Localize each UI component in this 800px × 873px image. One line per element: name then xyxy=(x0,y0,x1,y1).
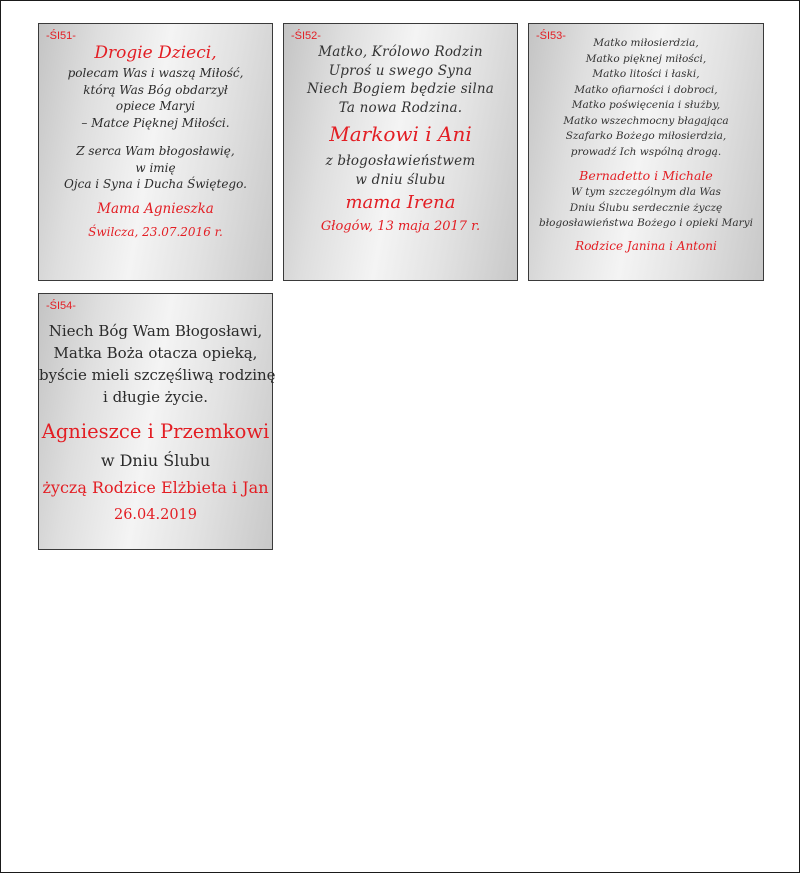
plaque-si52[interactable] xyxy=(283,23,518,281)
verse-line: Uproś u swego Syna xyxy=(328,62,473,79)
verse-line: Matko poświęcenia i służby, xyxy=(571,99,721,111)
verse-line: Matko wszechmocny błagająca xyxy=(563,114,729,127)
verse-line: Matko, Królowo Rodzin xyxy=(318,44,483,60)
verse-line: Niech Bogiem będzie silna xyxy=(306,81,495,97)
verse-line: Niech Bóg Wam Błogosławi, xyxy=(48,322,263,340)
verse-line: Matko ofiarności i dobroci, xyxy=(574,83,718,96)
verse-line: i długie życie. xyxy=(103,388,208,406)
plaque-signature: Rodzice Janina i Antoni xyxy=(575,238,717,253)
plaque-si51[interactable] xyxy=(38,23,273,281)
verse-line: Ta nowa Rodzina. xyxy=(338,99,463,116)
plaque-code: -ŚI53- xyxy=(536,30,566,42)
plaque-text xyxy=(284,43,517,237)
plaque-code: -ŚI54- xyxy=(46,300,76,312)
verse-line: – Matce Pięknej Miłości. xyxy=(81,115,230,130)
plaque-names: Bernadetto i Michale xyxy=(579,168,713,183)
plaque-si54[interactable] xyxy=(38,293,276,550)
blessing-line: Z serca Wam błogosławię, xyxy=(76,144,235,158)
plaque-text xyxy=(39,41,272,241)
wish-line: Dniu Ślubu serdecznie życzę xyxy=(569,201,723,214)
plaque-signature: Mama Agnieszka xyxy=(97,200,214,217)
verse-line: Szafarko Bożego miłosierdzia, xyxy=(565,130,727,142)
plaque-code: -ŚI52- xyxy=(291,30,321,42)
plaque-signature: życzą Rodzice Elżbieta i Jan xyxy=(42,478,269,497)
plaque-date: Głogów, 13 maja 2017 r. xyxy=(320,219,481,234)
blessing-line: w imię xyxy=(135,160,176,175)
verse-line: byście mieli szczęśliwą rodzinę xyxy=(39,366,276,384)
plaque-signature: mama Irena xyxy=(345,192,456,213)
plaque-date: Świlcza, 23.07.2016 r. xyxy=(88,224,223,239)
verse-line: Matko litości i łaski, xyxy=(592,68,700,80)
verse-line: prowadź Ich wspólną drogą. xyxy=(570,145,722,158)
plaque-names: Agnieszce i Przemkowi xyxy=(41,420,270,443)
plaque-occasion: w Dniu Ślubu xyxy=(100,451,211,470)
blessing-line: w dniu ślubu xyxy=(355,171,446,188)
plaque-title: Drogie Dzieci, xyxy=(94,43,217,63)
plaque-text xyxy=(529,36,763,255)
plaque-date: 26.04.2019 xyxy=(113,507,198,523)
verse-line: Matko pięknej miłości, xyxy=(585,52,707,65)
verse-line: Matka Boża otacza opieką, xyxy=(53,344,258,362)
blessing-line: Ojca i Syna i Ducha Świętego. xyxy=(64,177,247,191)
plaque-names: Markowi i Ani xyxy=(329,122,472,146)
blessing-line: z błogosławieństwem xyxy=(325,153,476,169)
wish-line: W tym szczególnym dla Was xyxy=(571,186,721,198)
plaque-text xyxy=(39,320,276,526)
verse-line: Matko miłosierdzia, xyxy=(593,37,699,49)
wish-line: błogosławieństwa Bożego i opieki Maryi xyxy=(539,217,753,229)
verse-line: opiece Maryi xyxy=(115,99,196,113)
plaque-si53[interactable] xyxy=(528,23,764,281)
verse-line: polecam Was i waszą Miłość, xyxy=(67,66,244,80)
verse-line: którą Was Bóg obdarzył xyxy=(83,82,228,97)
plaque-code: -ŚI51- xyxy=(46,30,76,42)
